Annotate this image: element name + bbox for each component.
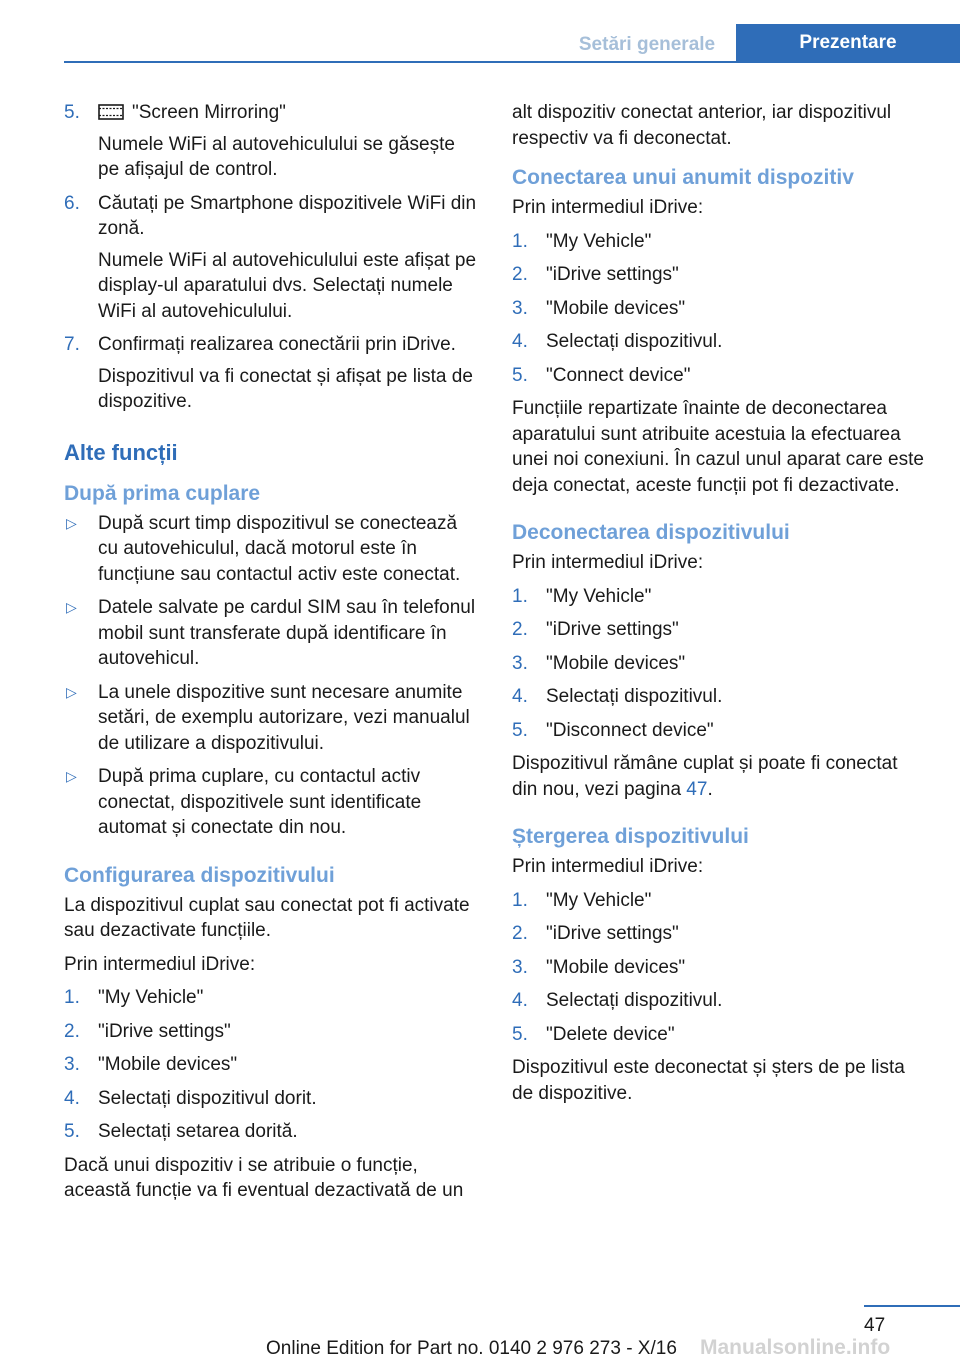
step-text: "iDrive settings" [98, 1020, 231, 1042]
step-item [512, 229, 928, 255]
step-item [64, 985, 480, 1011]
watermark: Manualsonline.info [700, 1336, 891, 1359]
step-text: Confirmați realizarea conectării prin iDrive. [98, 334, 456, 355]
step-text: "Mobile devices" [98, 1054, 238, 1075]
step-item [64, 191, 480, 325]
step-text: Selectați setarea dorită. [98, 1121, 298, 1142]
step-item [512, 329, 928, 355]
triangle-bullet-icon: ▷ [66, 599, 77, 615]
paragraph-text: Dispozitivul rămâne cuplat și poate fi conectat din nou, vezi pagina [512, 753, 898, 800]
step-text: "Mobile devices" [546, 652, 686, 674]
subheading-delete-device: Ștergerea dispozitivului [512, 825, 749, 848]
triangle-bullet-icon: ▷ [66, 514, 77, 531]
bullet-item [64, 511, 480, 588]
paragraph: Dispozitivul este deconectat și șters de pe lista de dispozitive. [512, 1057, 905, 1104]
paragraph [512, 751, 928, 802]
step-number: 1. [64, 987, 80, 1008]
right-column [512, 100, 928, 1114]
step-text: "Mobile devices" [546, 956, 686, 978]
edition-note: Online Edition for Part no. 0140 2 976 273 - X/16 [266, 1338, 677, 1359]
paragraph: La dispozitivul cuplat sau conectat pot fi activate sau dezactivate funcțiile. [64, 894, 470, 941]
step-subtext: Numele WiFi al autovehiculului este afișat pe display-ul aparatului dvs. Selectați numele WiFi al autovehiculului. [98, 249, 477, 322]
step-text: "My Vehicle" [98, 987, 204, 1008]
step-text: "My Vehicle" [546, 585, 652, 607]
step-item [512, 651, 928, 677]
bullet-text: La unele dispozitive sunt necesare anumite setări, de exemplu autorizare, vezi manualul de utilizare a dispozitivului. [98, 681, 470, 754]
step-number: 7. [64, 334, 80, 355]
step-number: 3. [512, 956, 528, 978]
step-item [512, 262, 928, 288]
step-item [64, 100, 480, 183]
step-item [512, 955, 928, 981]
paragraph: Prin intermediul iDrive: [512, 856, 704, 877]
step-number: 5. [512, 1023, 528, 1045]
paragraph: alt dispozitiv conectat anterior, iar dispozitivul respectiv va fi deconectat. [512, 102, 892, 149]
paragraph: Funcțiile repartizate înainte de deconectarea aparatului sunt atribuite acestuia la efectuarea unei noi conexiuni. În cazul unul aparat care este deja conectat, aceste funcții pot fi dezactivate. [512, 398, 924, 496]
bullet-text: Datele salvate pe cardul SIM sau în telefonul mobil sunt transferate după identificare în autovehicul. [98, 597, 476, 669]
paragraph: Prin intermediul iDrive: [512, 552, 704, 573]
step-item [512, 718, 928, 744]
footer-rule [864, 1305, 960, 1307]
tab-general-settings[interactable]: Setări generale [578, 34, 716, 55]
step-text: "iDrive settings" [546, 264, 679, 285]
step-item [64, 1019, 480, 1045]
step-text: "Screen Mirroring" [132, 102, 286, 123]
step-item [64, 1052, 480, 1078]
step-subtext: Dispozitivul va fi conectat și afișat pe lista de dispozitive. [98, 365, 473, 412]
step-item [512, 584, 928, 610]
step-text: "Mobile devices" [546, 297, 686, 319]
step-text: "iDrive settings" [546, 923, 679, 944]
step-number: 6. [64, 192, 80, 214]
step-text: "Delete device" [546, 1023, 675, 1045]
step-item [512, 617, 928, 643]
step-item [512, 988, 928, 1014]
triangle-bullet-icon: ▷ [66, 768, 77, 784]
header-rule [64, 61, 960, 63]
step-number: 5. [64, 102, 80, 123]
step-text: "iDrive settings" [546, 619, 679, 640]
step-text: "My Vehicle" [546, 230, 652, 252]
step-text: "Disconnect device" [546, 719, 714, 741]
step-item [512, 296, 928, 322]
section-heading-other-functions: Alte funcții [64, 439, 178, 465]
screen-mirroring-icon [98, 104, 124, 120]
step-text: Selectați dispozitivul. [546, 686, 723, 707]
tab-overview[interactable]: Prezentare [736, 24, 960, 62]
step-number: 4. [512, 990, 528, 1011]
step-subtext: Numele WiFi al autovehiculului se găsește pe afișajul de control. [98, 133, 455, 180]
page-number: 47 [864, 1315, 886, 1336]
subheading-device-configuration: Configurarea dispozitivului [64, 863, 335, 887]
step-number: 5. [512, 719, 528, 741]
step-item [64, 1119, 480, 1145]
step-number: 1. [512, 585, 528, 607]
step-number: 2. [512, 264, 528, 285]
bullet-item [64, 595, 480, 672]
bullet-text: După scurt timp dispozitivul se conectează cu autovehiculul, dacă motorul este în funcțiune sau contactul activ este conectat. [98, 512, 461, 585]
step-number: 5. [64, 1121, 80, 1142]
bullet-item [64, 680, 480, 757]
step-number: 4. [64, 1087, 80, 1109]
paragraph: Prin intermediul iDrive: [512, 197, 704, 218]
step-number: 1. [512, 889, 528, 911]
step-item [512, 684, 928, 710]
step-number: 2. [512, 923, 528, 944]
step-number: 4. [512, 686, 528, 707]
step-item [512, 921, 928, 947]
subheading-disconnect-device: Deconectarea dispozitivului [512, 521, 790, 544]
step-item [64, 1086, 480, 1112]
step-item [512, 888, 928, 914]
step-text: Selectați dispozitivul dorit. [98, 1087, 317, 1109]
step-text: "Connect device" [546, 364, 691, 386]
step-text: "My Vehicle" [546, 889, 652, 911]
step-item [64, 332, 480, 415]
step-number: 3. [64, 1054, 80, 1075]
subheading-connect-device: Conectarea unui anumit dispozitiv [512, 166, 854, 189]
step-number: 1. [512, 230, 528, 252]
step-number: 5. [512, 364, 528, 386]
step-item [512, 1022, 928, 1048]
step-number: 2. [64, 1020, 80, 1042]
page-reference-link[interactable]: 47 [686, 778, 708, 800]
paragraph: Prin intermediul iDrive: [64, 953, 256, 975]
left-column [64, 100, 480, 1212]
step-text: Selectați dispozitivul. [546, 990, 723, 1011]
paragraph-end: . [707, 778, 713, 800]
step-number: 2. [512, 619, 528, 640]
subheading-after-first-pairing: După prima cuplare [64, 481, 261, 505]
paragraph: Dacă unui dispozitiv i se atribuie o funcție, această funcție va fi eventual dezactivată de un [64, 1154, 464, 1201]
step-item [512, 363, 928, 389]
triangle-bullet-icon: ▷ [66, 683, 77, 700]
bullet-item [64, 764, 480, 841]
step-number: 3. [512, 652, 528, 674]
bullet-text: După prima cuplare, cu contactul activ conectat, dispozitivele sunt identificate automat și conectate din nou. [98, 766, 422, 838]
step-number: 4. [512, 331, 528, 352]
step-text: Selectați dispozitivul. [546, 331, 723, 352]
step-number: 3. [512, 297, 528, 319]
step-text: Căutați pe Smartphone dispozitivele WiFi din zonă. [98, 192, 477, 239]
